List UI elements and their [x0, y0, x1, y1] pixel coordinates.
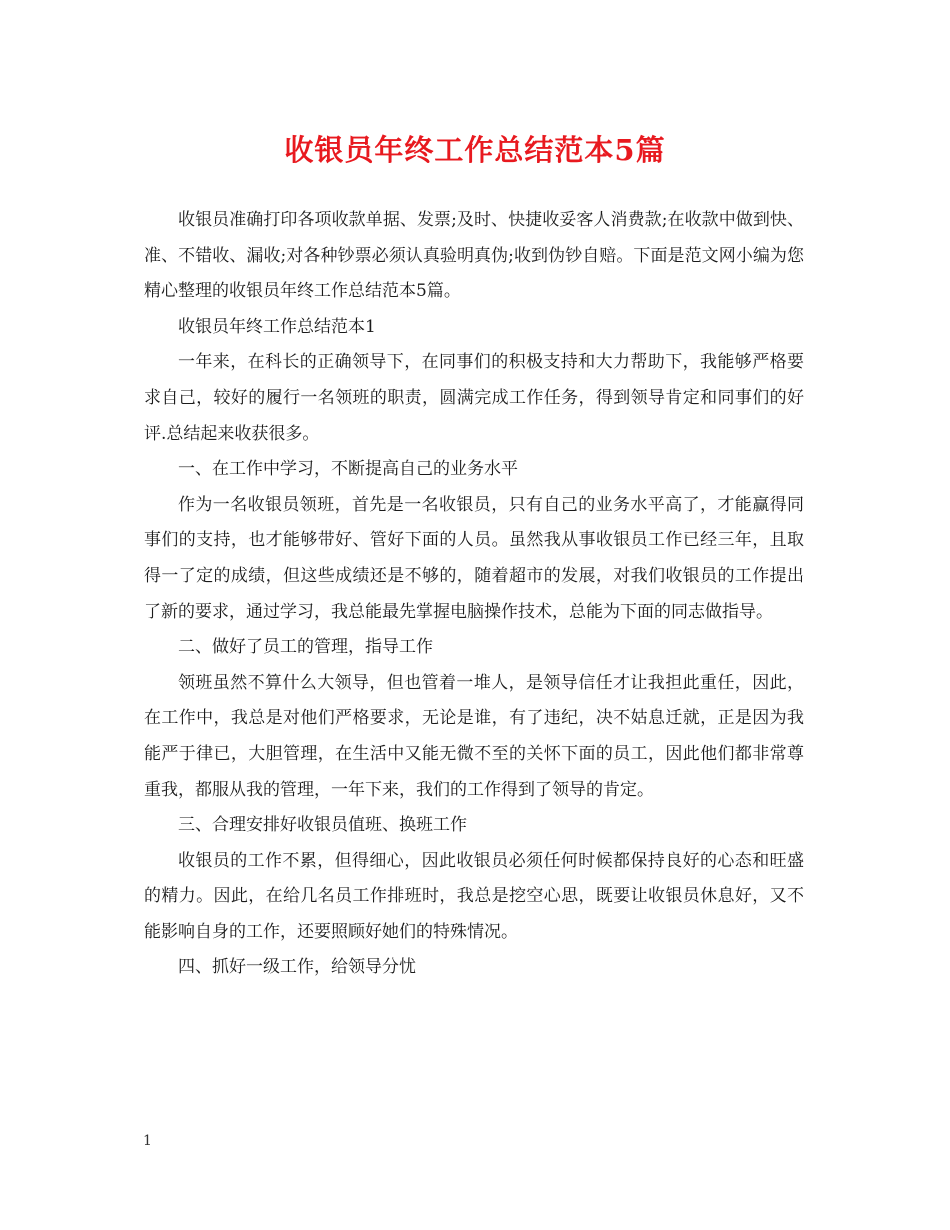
body-paragraph: 一年来，在科长的正确领导下，在同事们的积极支持和大力帮助下，我能够严格要求自己，较好的履行一名领班的职责，圆满完成工作任务，得到领导肯定和同事们的好评.总结起来收获很多。 — [144, 352, 804, 444]
body-paragraph: 作为一名收银员领班，首先是一名收银员，只有自己的业务水平高了，才能赢得同事们的支持，也才能够带好、管好下面的人员。虽然我从事收银员工作已经三年，且取得一了定的成绩，但这些成绩还是不够的，随着超市的发展，对我们收银员的工作提出了新的要求，通过学习，我总能最先掌握电脑操作技术，总能为下面的同志做指导。 — [144, 494, 804, 622]
section-heading-sample-1: 收银员年终工作总结范本1 — [178, 316, 376, 337]
section-heading-2: 二、做好了员工的管理，指导工作 — [178, 637, 433, 658]
document-body — [144, 203, 804, 986]
body-paragraph: 收银员的工作不累，但得细心，因此收银员必须任何时候都保持良好的心态和旺盛的精力。因此，在给几名员工作排班时，我总是挖空心思，既要让收银员休息好，又不能影响自身的工作，还要照顾好她们的特殊情况。 — [144, 850, 804, 942]
document-title: 收银员年终工作总结范本5篇 — [284, 133, 666, 167]
section-heading-3: 三、合理安排好收银员值班、换班工作 — [178, 815, 467, 836]
body-paragraph: 领班虽然不算什么大领导，但也管着一堆人，是领导信任才让我担此重任，因此，在工作中，我总是对他们严格要求，无论是谁，有了违纪，决不姑息迁就，正是因为我能严于律已，大胆管理，在生活中又能无微不至的关怀下面的员工，因此他们都非常尊重我，都服从我的管理，一年下来，我们的工作得到了领导的肯定。 — [144, 672, 804, 800]
section-heading-4: 四、抓好一级工作，给领导分忧 — [178, 957, 416, 978]
section-heading-1: 一、在工作中学习，不断提高自己的业务水平 — [178, 459, 518, 480]
intro-paragraph: 收银员准确打印各项收款单据、发票;及时、快捷收妥客人消费款;在收款中做到快、准、不错收、漏收;对各种钞票必须认真验明真伪;收到伪钞自赔。下面是范文网小编为您精心整理的收银员年终工作总结范本5篇。 — [144, 210, 804, 302]
page-number: 1 — [143, 1133, 152, 1149]
